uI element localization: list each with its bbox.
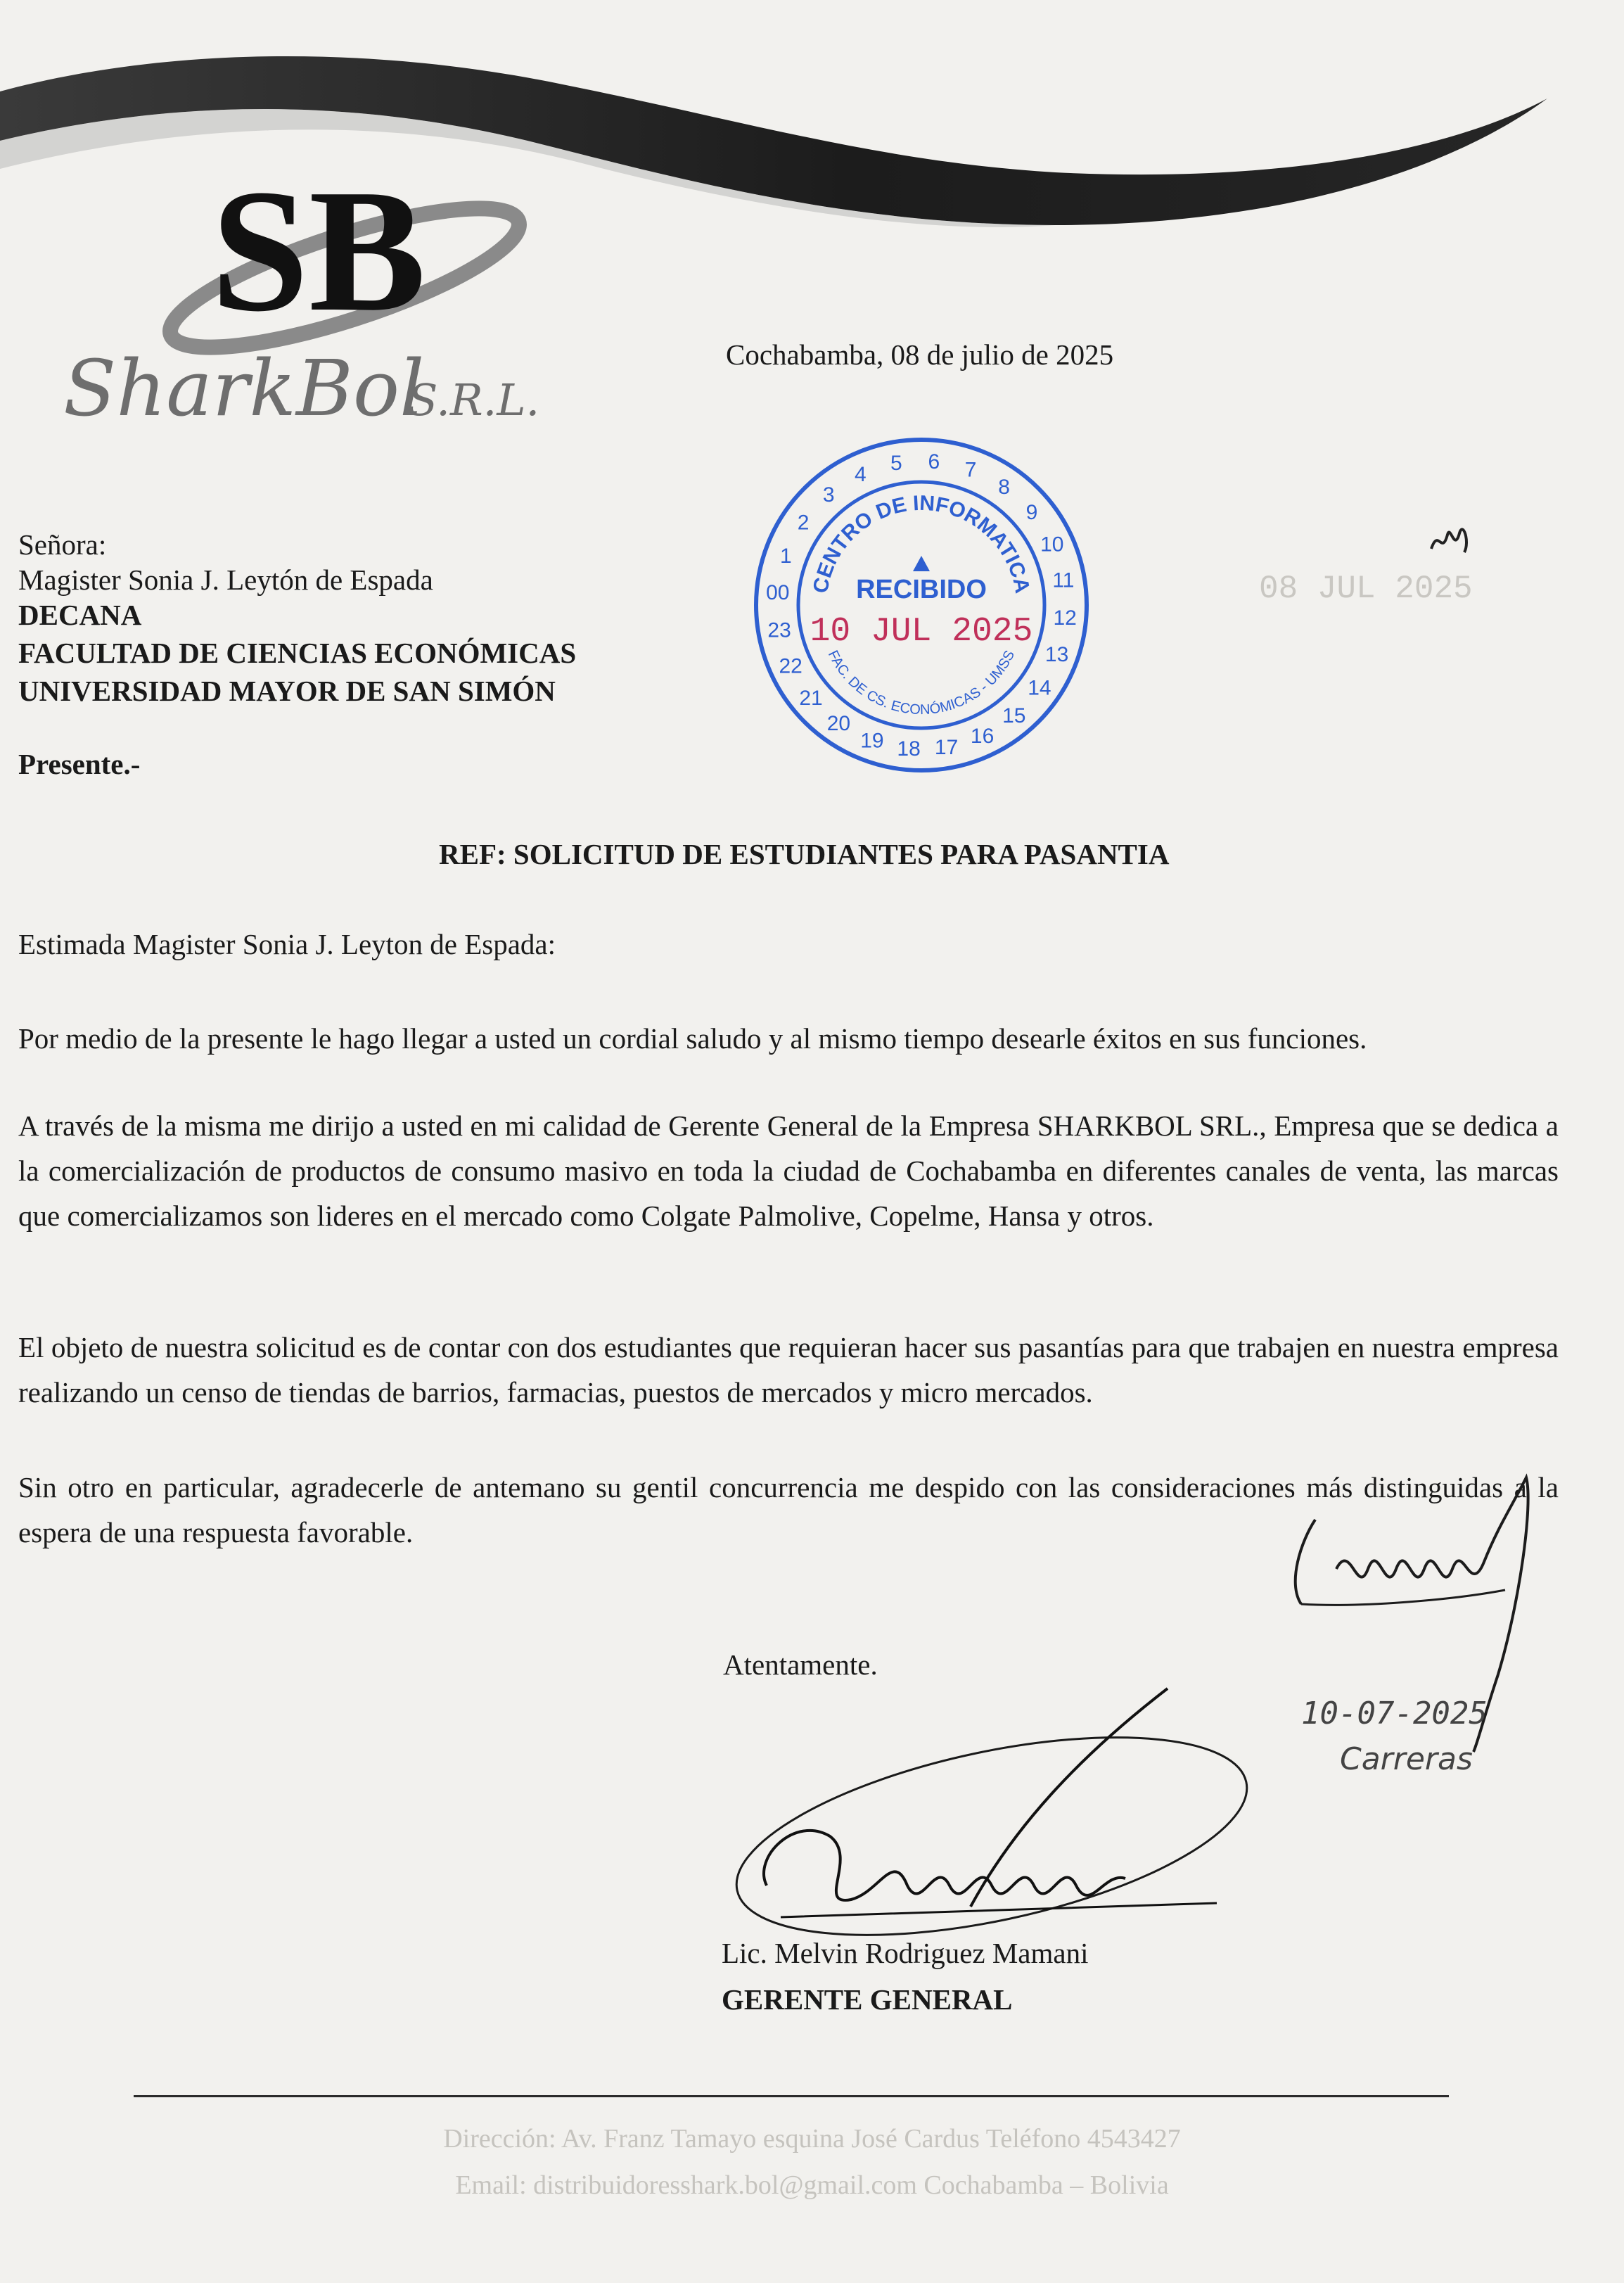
handwritten-word: Carreras bbox=[1340, 1741, 1473, 1777]
stamp-number: 3 bbox=[822, 483, 835, 507]
stamp-number: 5 bbox=[890, 452, 902, 476]
logo-suffix: S.R.L. bbox=[408, 374, 540, 426]
stamp-number: 2 bbox=[797, 511, 810, 535]
stamp-number: 10 bbox=[1040, 533, 1064, 557]
logo-name: SharkBol bbox=[63, 343, 425, 433]
stamp-number: 20 bbox=[826, 711, 851, 735]
stamp-number: 19 bbox=[860, 729, 884, 753]
handwritten-date: 10-07-2025 bbox=[1301, 1696, 1488, 1731]
logo-letters: SB bbox=[211, 153, 426, 348]
stamp-number: 12 bbox=[1053, 606, 1077, 630]
paragraph-1: Por medio de la presente le hago llegar a usted un cordial saludo y al mismo tiempo desearle éxitos en sus funciones. bbox=[18, 1022, 1367, 1055]
stamp-top-text: CENTRO DE INFORMATICA bbox=[808, 491, 1035, 595]
recipient-title: DECANA bbox=[18, 599, 142, 631]
signer-position: GERENTE GENERAL bbox=[722, 1983, 1013, 2016]
stamp-date: 10 JUL 2025 bbox=[810, 613, 1033, 651]
closing-line: Atentamente. bbox=[723, 1648, 878, 1681]
stamp-number: 22 bbox=[779, 654, 803, 678]
stamp-number: 13 bbox=[1044, 643, 1069, 667]
stamp-bottom-text: FAC. DE CS. ECONÓMICAS - UMSS bbox=[824, 648, 1018, 718]
stamp-number: 17 bbox=[934, 735, 959, 759]
signer-name: Lic. Melvin Rodriguez Mamani bbox=[722, 1937, 1089, 1969]
recipient-faculty: FACULTAD DE CIENCIAS ECONÓMICAS bbox=[18, 637, 577, 669]
stamp-number: 7 bbox=[964, 458, 977, 482]
faint-stamp-date: 08 JUL 2025 bbox=[1259, 571, 1473, 607]
stamp-number: 18 bbox=[897, 737, 921, 761]
stamp-number: 21 bbox=[799, 686, 823, 710]
stamp-number: 6 bbox=[928, 450, 940, 473]
initials-mark bbox=[1428, 514, 1477, 563]
stamp-number: 9 bbox=[1025, 501, 1038, 525]
paragraph-4: Sin otro en particular, agradecerle de antemano su gentil concurrencia me despido con las consideraciones más distinguidas a la espera de una respuesta favorable. bbox=[18, 1471, 1559, 1549]
stamp-number: 1 bbox=[780, 544, 792, 568]
sender-signature bbox=[710, 1674, 1329, 1970]
recipient-salutation: Señora: bbox=[18, 528, 107, 561]
stamp-status: RECIBIDO bbox=[856, 575, 987, 604]
stamp-number: 15 bbox=[1002, 704, 1026, 727]
paragraph-2: A través de la misma me dirijo a usted en mi calidad de Gerente General de la Empresa SHARKBOL SRL., Empresa que se dedica a la comercialización de productos de consumo masivo en toda la ciudad de Cochabamba en diferentes canales de venta, las marcas que comercializamos son lideres en el mercado como Colgate Palmolive, Copelme, Hansa y otros. bbox=[18, 1109, 1559, 1232]
stamp-number: 00 bbox=[766, 581, 790, 605]
recipient-name: Magister Sonia J. Leytón de Espada bbox=[18, 564, 433, 596]
stamp-number: 14 bbox=[1028, 676, 1051, 700]
stamp-number: 11 bbox=[1052, 568, 1075, 592]
footer-email: Email: distribuidoresshark.bol@gmail.com Cochabamba – Bolivia bbox=[455, 2170, 1169, 2200]
date-line: Cochabamba, 08 de julio de 2025 bbox=[726, 338, 1114, 371]
company-logo bbox=[56, 134, 563, 443]
stamp-number: 16 bbox=[970, 724, 995, 748]
paragraph-3: El objeto de nuestra solicitud es de contar con dos estudiantes que requieran hacer sus pasantías para que trabajen en nuestra empresa realizando un censo de tiendas de barrios, farmacias, puestos de mercados y micro mercados. bbox=[18, 1331, 1559, 1408]
greeting-line: Estimada Magister Sonia J. Leyton de Espada: bbox=[18, 928, 556, 960]
footer-address: Dirección: Av. Franz Tamayo esquina José Cardus Teléfono 4543427 bbox=[443, 2124, 1181, 2154]
recipient-university: UNIVERSIDAD MAYOR DE SAN SIMÓN bbox=[18, 675, 556, 707]
stamp-number: 8 bbox=[998, 476, 1010, 500]
received-stamp bbox=[739, 422, 1104, 788]
footer-rule bbox=[134, 2095, 1449, 2097]
reference-line: REF: SOLICITUD DE ESTUDIANTES PARA PASANTIA bbox=[439, 838, 1170, 870]
stamp-number: 4 bbox=[855, 463, 867, 487]
presente-line: Presente.- bbox=[18, 748, 141, 780]
stamp-number: 23 bbox=[767, 618, 791, 642]
stamp-arrow-icon bbox=[913, 556, 930, 571]
